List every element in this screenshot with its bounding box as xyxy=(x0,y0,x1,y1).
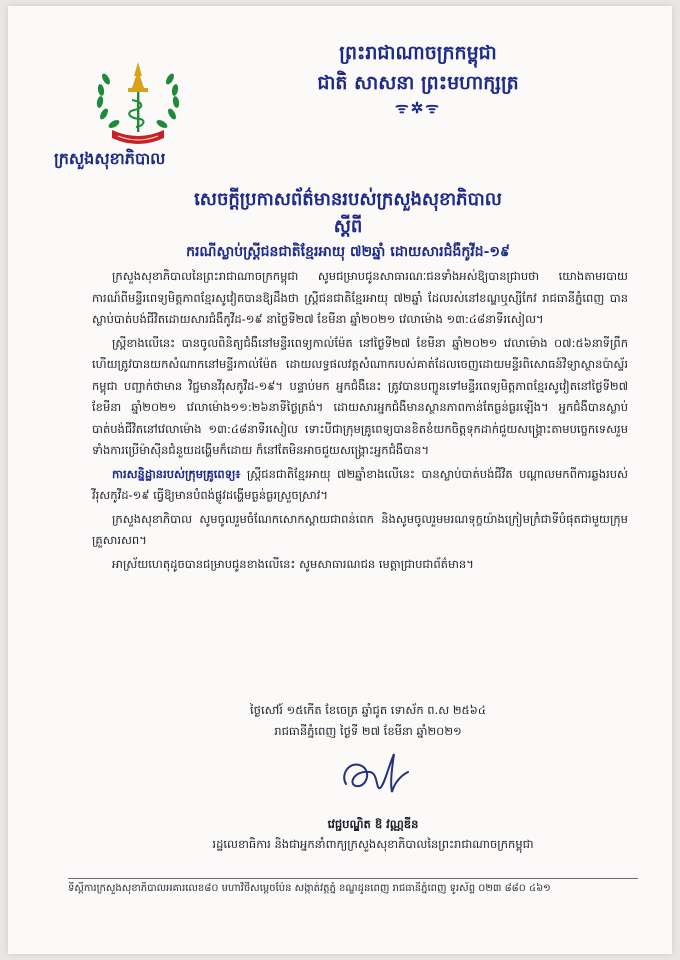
signer-name: វេជ្ជបណ្ឌិត ឱ វណ្ណឌីន xyxy=(327,817,419,831)
announcement-body xyxy=(92,266,628,577)
conclusion-text: ស្ត្រីជនជាតិខ្មែរអាយុ ៧២ឆ្នាំខាងលើនេះ បានស្លាប់បាត់បង់ជីវិត បណ្តាលមកពីការឆ្លងរបស់វីរុសកូវីដ-១៩ ធ្វើឱ្យមានបំពង់ផ្លូវដង្ហើមធ្ងន់ធ្ងរស្រួចស្រាវ។ xyxy=(92,466,629,502)
paragraph-3 xyxy=(92,464,628,507)
ministry-name: ក្រសួងសុខាភិបាល xyxy=(54,149,166,168)
announcement-title: សេចក្តីប្រកាសព័ត៌មានរបស់ក្រសួងសុខាភិបាល xyxy=(194,189,502,210)
signer-block xyxy=(208,814,538,854)
kingdom-header xyxy=(263,38,573,118)
document-page xyxy=(8,6,672,954)
paragraph-1: ក្រសួងសុខាភិបាលនៃព្រះរាជាណាចក្រកម្ពុជា សូមជម្រាបជូនសាធារណៈជនទាំងអស់ឱ្យបានជ្រាបថា យោងតាមរបាយការណ៍ពីមន្ទីរពេទ្យមិត្តភាពខ្មែរសូវៀតបានឱ្យដឹងថា ស្ត្រីជនជាតិខ្មែរអាយុ ៧២ឆ្នាំ ដែលរស់នៅខណ្ឌឬស្សីកែវ រាជធានីភ្នំពេញ បានស្លាប់បាត់បង់ជីវិតដោយសារជំងឺកូវីដ-១៩ នាថ្ងៃទី២៧ ខែមីនា ឆ្នាំ២០២១ វេលាម៉ោង ១៣:៤៨នាទីរសៀល។ xyxy=(92,269,628,326)
paragraph-2: ស្ត្រីខាងលើនេះ បានចូលពិនិត្យជំងឺនៅមន្ទីរពេទ្យកាល់ម៉ែត នៅថ្ងៃទី២៧ ខែមីនា ឆ្នាំ២០២១ វេលាម៉ោង ០៧:៥៦នាទីព្រឹក ហើយត្រូវបានយកសំណាកនៅមន្ទីរកាល់ម៉ែត ដោយលទ្ធផលវត្តសំណាករបស់គាត់ដែលចេញដោយមន្ទីរពិសោធន៍វិទ្យាស្ថានប៉ាស្ទ័រកម្ពុជា បញ្ជាក់ថាមាន វិជ្ជមានវីរុសកូវីដ-១៩។ បន្ទាប់មក អ្នកជំងឺនេះ ត្រូវបានបញ្ជូនទៅមន្ទីរពេទ្យមិត្តភាពខ្មែរសូវៀតនៅថ្ងៃទី២៧ ខែមីនា ឆ្នាំ២០២១ វេលាម៉ោង១១:២៦នាទីថ្ងៃត្រង់។ ដោយសារអ្នកជំងឺមានស្ថានភាពកាន់តែធ្ងន់ធ្ងរឡើង។ អ្នកជំងឺបានស្លាប់បាត់បង់ជីវិតនៅវេលាម៉ោង ១៣:៤៨នាទីរសៀល ទោះបីជាក្រុមគ្រូពេទ្យបានខិតខំយកចិត្តទុកដាក់ជួយសង្គ្រោះតាមបច្ចេកទេសរួមទាំងការប្រើម៉ាស៊ីនជំនួយដង្ហើមក៏ដោយ ក៏នៅតែមិនអាចជួយសង្គ្រោះអ្នកជំងឺបាន។ xyxy=(92,335,628,457)
kingdom-title: ព្រះរាជាណាចក្រកម្ពុជា xyxy=(339,42,497,64)
paragraph-4: ក្រសួងសុខាភិបាល សូមចូលរួមចំណែកសោកស្តាយជាពន់ពេក និងសូមចូលរួមមរណទុក្ខយ៉ាងក្រៀមក្រំជាទីបំផុតជាមួយក្រុមគ្រួសារសព។ xyxy=(92,511,628,547)
signer-position: រដ្ឋលេខាធិការ និងជាអ្នកនាំពាក្យក្រសួងសុខាភិបាលនៃព្រះរាជាណាចក្រកម្ពុជា xyxy=(212,837,534,851)
ministry-logo-icon xyxy=(84,56,192,152)
signature-icon xyxy=(336,746,416,802)
lunar-date: ថ្ងៃសៅរ៍ ១៥កើត ខែចេត្រ ឆ្នាំជូត ទោស័ក ព.ស ២៥៦៤ xyxy=(250,703,486,717)
announcement-titles xyxy=(128,186,568,264)
footer-address: ទីស្តីការក្រសួងសុខាភិបាលអគារលេខ៨០ មហាវិថីសម្តេចប៉ែន សង្កាត់វត្តភ្នំ ខណ្ឌដូនពេញ រាជធានីភ្នំពេញ ទូរស័ព្ទ ០២៣ ៨៨០ ៤៦១ xyxy=(68,883,551,894)
solar-date: រាជធានីភ្នំពេញ ថ្ងៃទី ២៧ ខែមីនា ឆ្នាំ២០២១ xyxy=(274,724,462,738)
conclusion-heading: ការសន្និដ្ឋានរបស់ក្រុមគ្រូពេទ្យ៖ xyxy=(112,466,241,481)
ornament-divider: ᯤ✲ᯤ xyxy=(395,99,441,117)
date-block xyxy=(218,700,518,742)
national-motto: ជាតិ សាសនា ព្រះមហាក្សត្រ xyxy=(317,72,519,94)
paragraph-5: អាស្រ័យហេតុដូចបានជម្រាបជូនខាងលើនេះ សូមសាធារណជន មេត្តាជ្រាបជាព័ត៌មាន។ xyxy=(112,556,474,571)
footer-divider xyxy=(68,878,638,879)
announcement-subject-label: ស្តីពី xyxy=(333,216,363,237)
announcement-topic: ករណីស្លាប់ស្ត្រីជនជាតិខ្មែរអាយុ ៧២ឆ្នាំ ដោយសារជំងឺកូវីដ-១៩ xyxy=(186,244,510,260)
